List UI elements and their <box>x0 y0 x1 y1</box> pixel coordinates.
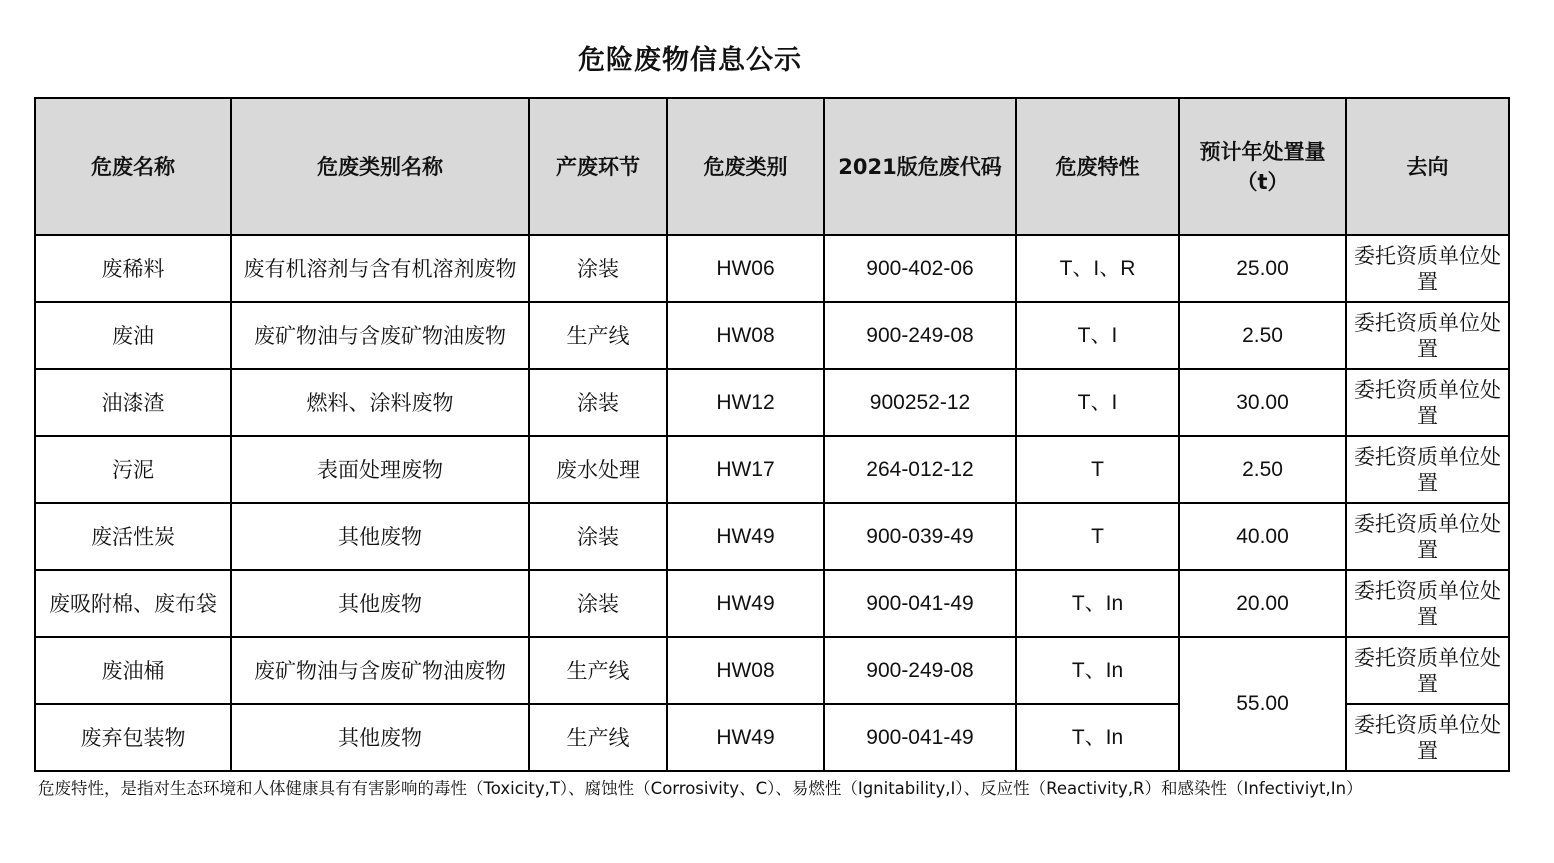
cell-property: T <box>1016 436 1179 503</box>
cell-class: HW49 <box>667 503 824 570</box>
header-annual-disposal: 预计年处置量（t） <box>1179 98 1346 235</box>
cell-destination: 委托资质单位处置 <box>1346 369 1509 436</box>
cell-property: T、In <box>1016 704 1179 771</box>
cell-code: 900-249-08 <box>824 637 1016 704</box>
cell-stage: 涂装 <box>529 235 667 302</box>
cell-property: T、In <box>1016 570 1179 637</box>
cell-category-name: 其他废物 <box>231 570 529 637</box>
cell-waste-name: 废吸附棉、废布袋 <box>35 570 231 637</box>
cell-code: 900252-12 <box>824 369 1016 436</box>
cell-stage: 涂装 <box>529 503 667 570</box>
cell-category-name: 废有机溶剂与含有机溶剂废物 <box>231 235 529 302</box>
cell-stage: 废水处理 <box>529 436 667 503</box>
cell-amount: 2.50 <box>1179 302 1346 369</box>
cell-category-name: 其他废物 <box>231 503 529 570</box>
cell-destination: 委托资质单位处置 <box>1346 637 1509 704</box>
header-generation-stage: 产废环节 <box>529 98 667 235</box>
cell-waste-name: 油漆渣 <box>35 369 231 436</box>
table-row <box>35 235 1509 302</box>
table-row <box>35 369 1509 436</box>
header-hazard-property: 危废特性 <box>1016 98 1179 235</box>
cell-code: 900-041-49 <box>824 570 1016 637</box>
page-title: 危险废物信息公示 <box>578 45 802 76</box>
cell-category-name: 表面处理废物 <box>231 436 529 503</box>
cell-category-name: 废矿物油与含废矿物油废物 <box>231 637 529 704</box>
cell-class: HW49 <box>667 570 824 637</box>
cell-amount: 25.00 <box>1179 235 1346 302</box>
header-destination: 去向 <box>1346 98 1509 235</box>
cell-class: HW12 <box>667 369 824 436</box>
cell-stage: 生产线 <box>529 637 667 704</box>
cell-destination: 委托资质单位处置 <box>1346 503 1509 570</box>
cell-waste-name: 废活性炭 <box>35 503 231 570</box>
cell-property: T、In <box>1016 637 1179 704</box>
header-waste-class: 危废类别 <box>667 98 824 235</box>
table-row <box>35 302 1509 369</box>
cell-waste-name: 废油桶 <box>35 637 231 704</box>
cell-category-name: 其他废物 <box>231 704 529 771</box>
cell-destination: 委托资质单位处置 <box>1346 436 1509 503</box>
cell-property: T、I <box>1016 369 1179 436</box>
cell-destination: 委托资质单位处置 <box>1346 302 1509 369</box>
table-row <box>35 637 1509 704</box>
cell-destination: 委托资质单位处置 <box>1346 570 1509 637</box>
cell-class: HW06 <box>667 235 824 302</box>
header-waste-name: 危废名称 <box>35 98 231 235</box>
cell-waste-name: 污泥 <box>35 436 231 503</box>
cell-category-name: 废矿物油与含废矿物油废物 <box>231 302 529 369</box>
cell-waste-name: 废油 <box>35 302 231 369</box>
cell-code: 264-012-12 <box>824 436 1016 503</box>
cell-class: HW08 <box>667 302 824 369</box>
cell-property: T、I <box>1016 302 1179 369</box>
cell-stage: 生产线 <box>529 302 667 369</box>
cell-amount: 2.50 <box>1179 436 1346 503</box>
cell-class: HW49 <box>667 704 824 771</box>
cell-code: 900-402-06 <box>824 235 1016 302</box>
hazard-property-footnote: 危废特性，是指对生态环境和人体健康具有有害影响的毒性（Toxicity,T）、腐蚀性（Corrosivity、C）、易燃性（Ignitability,I）、反应性（Reactivity,R）和感染性（Infectiviyt,In） <box>38 779 1363 798</box>
table-row <box>35 436 1509 503</box>
cell-destination: 委托资质单位处置 <box>1346 235 1509 302</box>
cell-property: T <box>1016 503 1179 570</box>
table-row <box>35 503 1509 570</box>
header-waste-category-name: 危废类别名称 <box>231 98 529 235</box>
cell-class: HW17 <box>667 436 824 503</box>
cell-amount: 20.00 <box>1179 570 1346 637</box>
cell-amount: 30.00 <box>1179 369 1346 436</box>
cell-stage: 生产线 <box>529 704 667 771</box>
table-row <box>35 570 1509 637</box>
cell-amount: 40.00 <box>1179 503 1346 570</box>
cell-waste-name: 废弃包装物 <box>35 704 231 771</box>
cell-destination: 委托资质单位处置 <box>1346 704 1509 771</box>
cell-property: T、I、R <box>1016 235 1179 302</box>
cell-code: 900-249-08 <box>824 302 1016 369</box>
cell-stage: 涂装 <box>529 570 667 637</box>
cell-category-name: 燃料、涂料废物 <box>231 369 529 436</box>
hazardous-waste-table <box>34 97 1510 772</box>
header-waste-code-2021: 2021版危废代码 <box>824 98 1016 235</box>
cell-stage: 涂装 <box>529 369 667 436</box>
cell-code: 900-039-49 <box>824 503 1016 570</box>
table-header-row <box>35 98 1509 235</box>
cell-code: 900-041-49 <box>824 704 1016 771</box>
cell-amount-merged: 55.00 <box>1179 637 1346 771</box>
cell-waste-name: 废稀料 <box>35 235 231 302</box>
cell-class: HW08 <box>667 637 824 704</box>
